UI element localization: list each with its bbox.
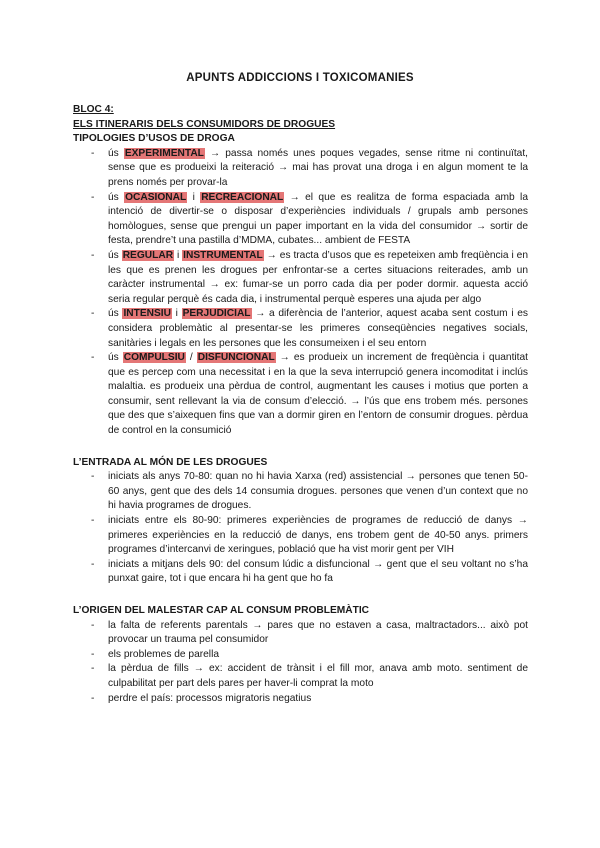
item-joiner: / [185,352,197,364]
document-title: APUNTS ADDICCIONS I TOXICOMANIES [186,72,414,84]
highlight-tag: EXPERIMENTAL [124,147,204,159]
highlight-tag: COMPULSIU [123,352,185,364]
list-item: - perdre el país: processos migratoris negatius [73,692,528,707]
highlight-tag: PERJUDICIAL [182,308,251,320]
list-item [73,191,528,249]
item-text: → el que es realitza de forma espaciada amb la intenció de divertir-se o disposar d’experiències individuals / grupals amb persones homòlogues, sense que prengui un paper important en la vida del consumidor → sortir de festa, prendre’t una pastilla d’MDMA, cubates... ambient de FESTA [108,191,528,247]
bloc-label: BLOC 4: [73,104,114,115]
highlight-tag: INTENSIU [123,308,171,320]
highlight-tag: OCASIONAL [125,191,187,203]
item-prefix: ús [108,147,124,159]
list-item [73,307,528,351]
highlight-tag: RECREACIONAL [201,191,284,203]
item-prefix: ús [108,308,123,320]
item-text: → passa només unes poques vegades, sense ritme ni continuïtat, sense que es produeixi la reiteració → mai has provat una droga i en algun moment te la prens només per provar-la [108,147,528,188]
item-text: → es tracta d’usos que es repeteixen amb freqüència i en les que es prenen les drogues per enfrontar-se a certes situacions reiterades, amb un caràcter instrumental → ex: fumar-se un porro cada dia per poder dormir. aquesta acció seria regular perquè és cada dia, i instrumental perquè esperes una ajuda per algo [108,249,529,305]
list-item [73,351,528,439]
list-item [73,249,528,307]
section1-subheading: TIPOLOGIES D’USOS DE DROGA [73,133,235,145]
list-item: - la pèrdua de fills → ex: accident de trànsit i el fill mor, anava amb moto. sentiment de culpabilitat per part dels pares per haver-li comprat la moto [73,662,528,691]
origin-of-distress-list [73,619,528,707]
list-item: - iniciats als anys 70-80: quan no hi havia Xarxa (red) assistencial → persones que tenen 50-60 anys, gent que des dels 14 consumia drogues. persones que venen d’un context que no hi havia programes de drogues. [73,470,528,514]
entry-into-drugs-list [73,470,528,587]
section1-heading: ELS ITINERARIS DELS CONSUMIDORS DE DROGUES [73,118,336,130]
item-prefix: ús [108,249,122,261]
drug-use-types-list [73,147,528,439]
item-joiner: i [187,191,201,203]
section-spacer [73,587,528,604]
list-item: - la falta de referents parentals → pares que no estaven a casa, maltractadors... això pot provocar un trauma pel consumidor [73,619,528,648]
item-text: → es produeix un increment de freqüència i quantitat que es percep com una necessitat i en la que la seva interrupció genera incomoditat i inclús malaltia. es produeix una pèrdua de control, augmentant les causes i motius que porten a consumir, sent rellevant la via de consum d’elecció. → l’ús que ens trobem més. persones que des que s’aixequen fins que van a dormir giren en l’entorn de consumir drogues. pèrdua de control en la consumició [108,352,528,437]
section-spacer [73,439,528,456]
section2-heading: L’ENTRADA AL MÓN DE LES DROGUES [73,456,268,468]
highlight-tag: DISFUNCIONAL [197,352,275,364]
item-joiner: i [171,308,182,320]
list-item [73,147,528,191]
highlight-tag: INSTRUMENTAL [183,249,263,261]
item-text: → a diferència de l’anterior, aquest acaba sent costum i es considera problemàtic al presentar-se les primeres conseqüències negatives socials, sanitàries i legals en les persones que les consumeixen i el seu entorn [108,308,529,349]
list-item: - iniciats a mitjans dels 90: del consum lúdic a disfuncional → gent que el seu voltant no s’ha punxat gaire, tot i que encara hi ha gent que ho fa [73,558,528,587]
list-item: - iniciats entre els 80-90: primeres experiències de programes de reducció de danys → primeres experiències en la reducció de danys, ens trobem gent de 40-50 anys. primers programes d’intercanvi de xeringues, població que ha vist morir gent per VIH [73,514,528,558]
item-prefix: ús [108,352,123,364]
document-content [73,103,528,706]
highlight-tag: REGULAR [122,249,174,261]
item-prefix: ús [108,191,125,203]
item-joiner: i [174,249,183,261]
list-item: - els problemes de parella [73,648,528,663]
section3-heading: L’ORIGEN DEL MALESTAR CAP AL CONSUM PROBLEMÀTIC [73,605,370,616]
